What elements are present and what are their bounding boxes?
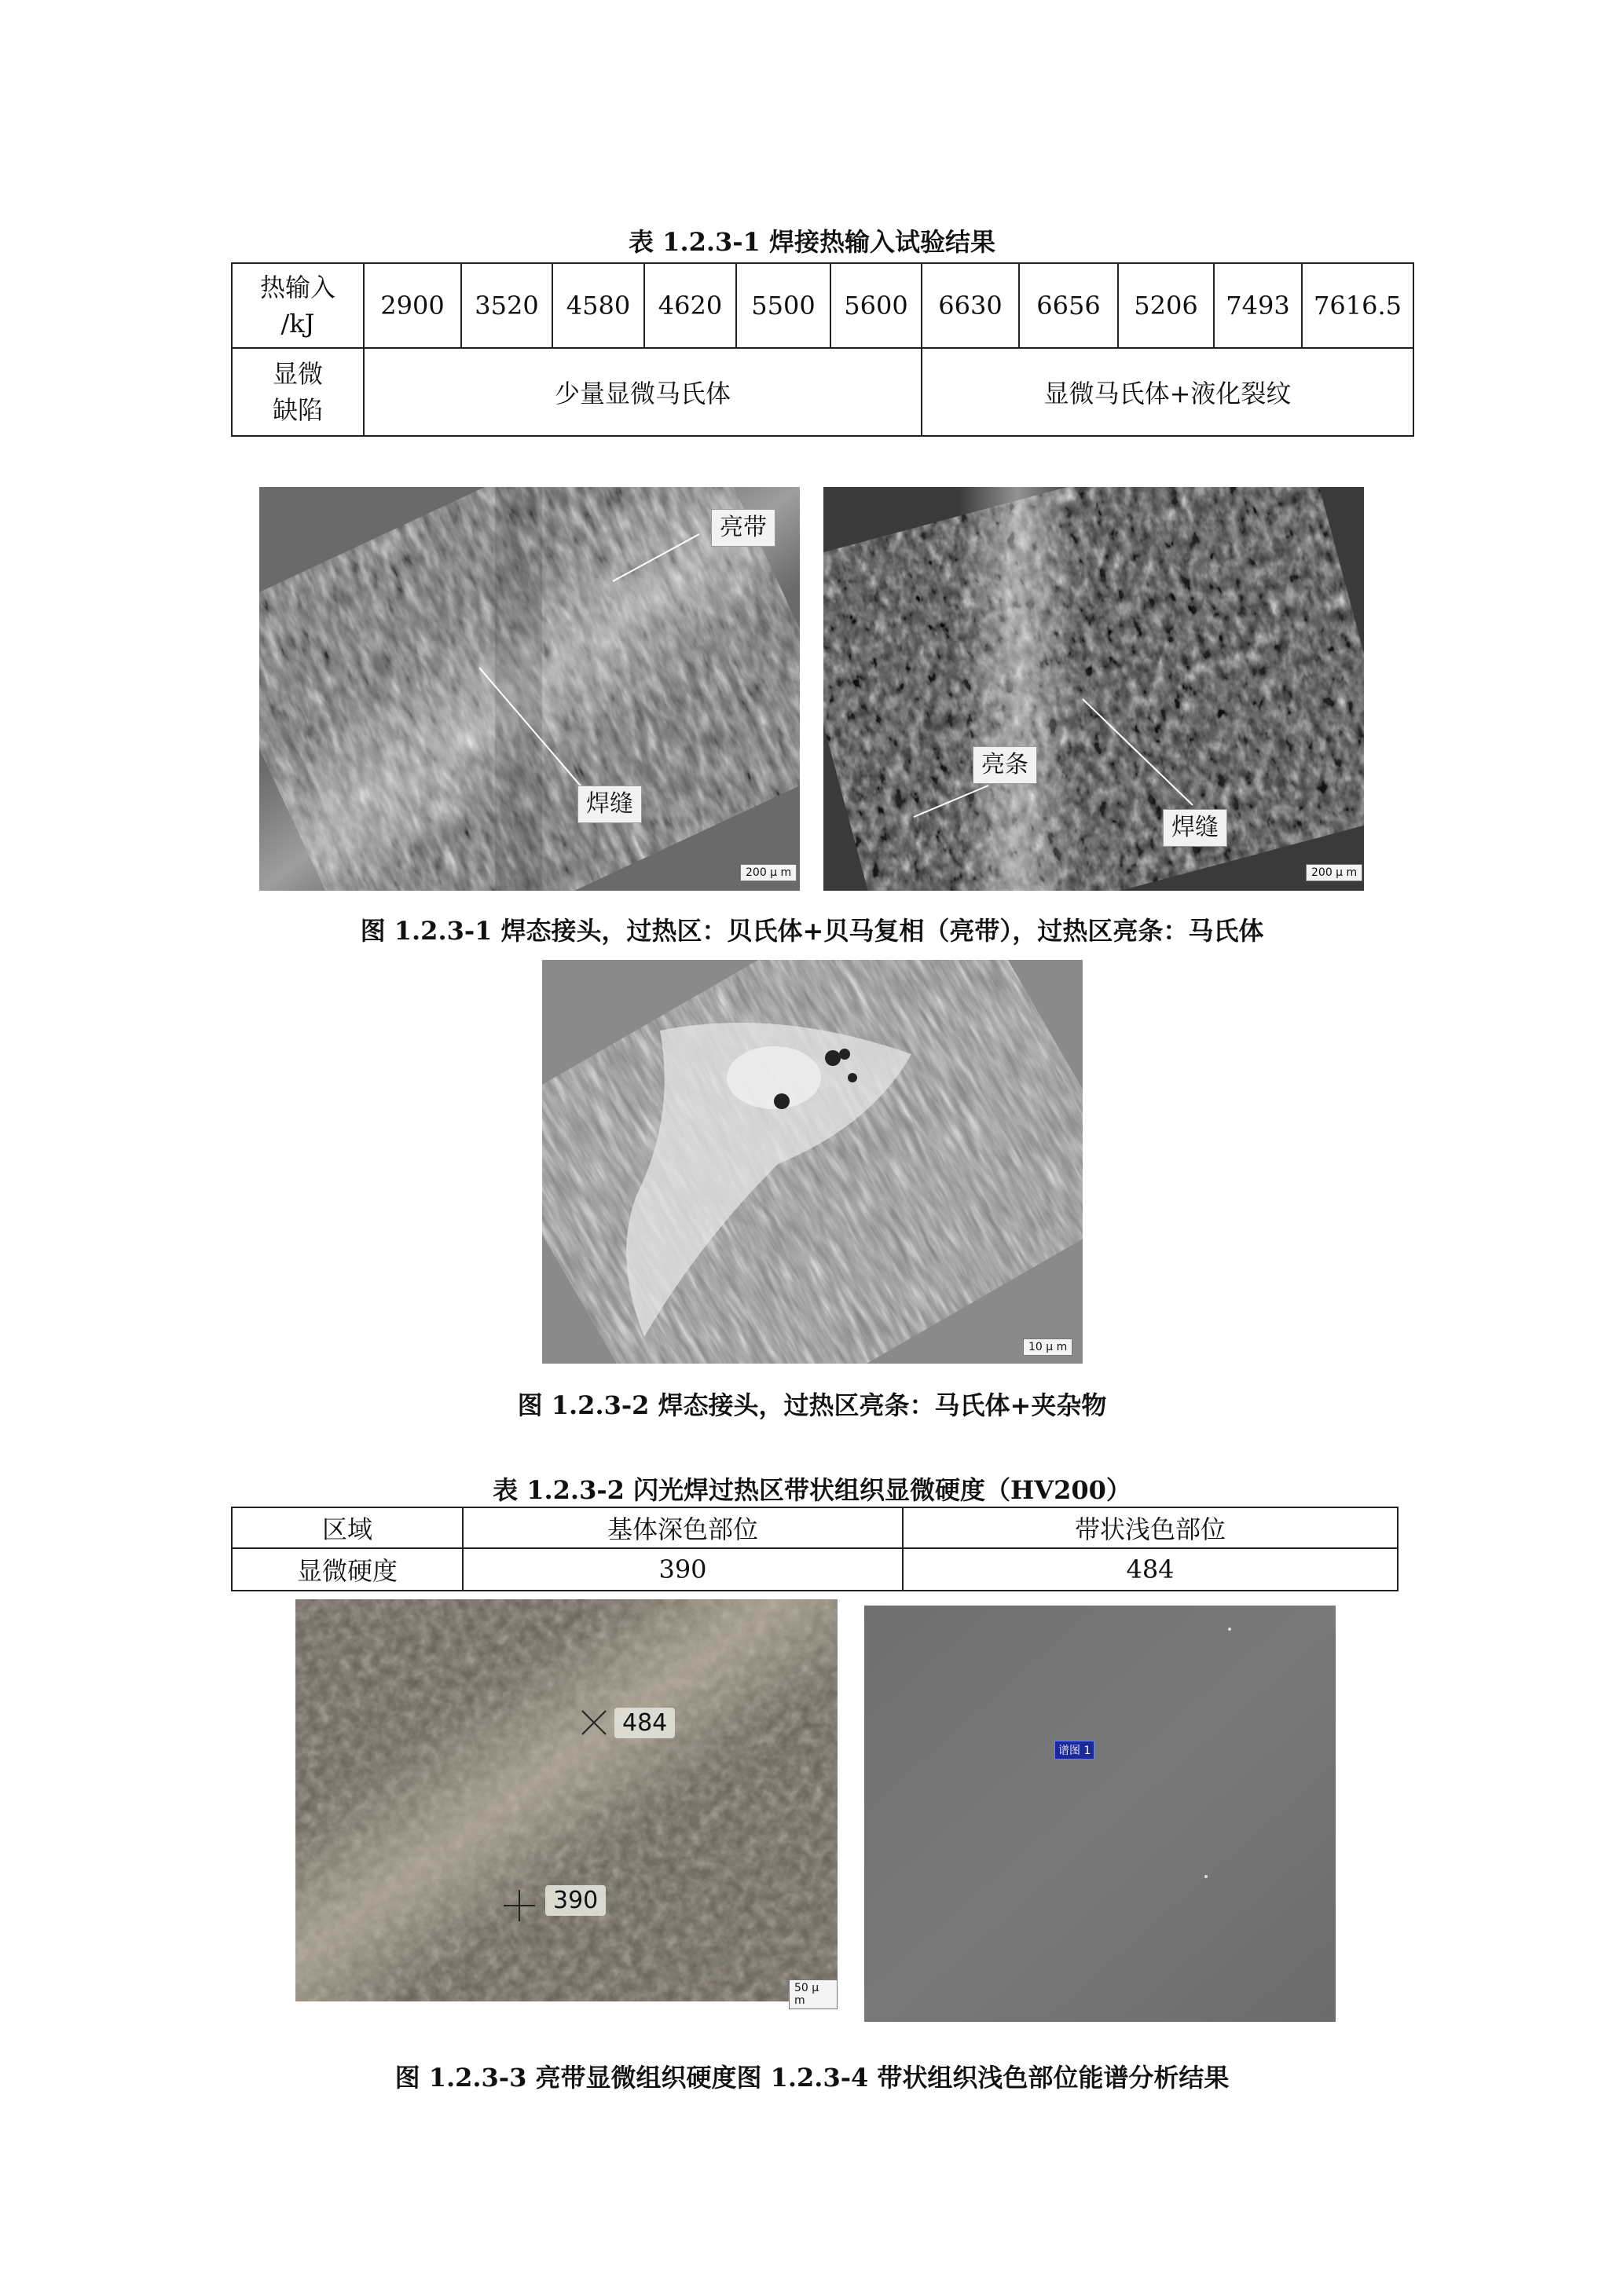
table-cell: 484 — [903, 1548, 1398, 1591]
figure2-caption: 图 1.2.3-2 焊态接头，过热区亮条：马氏体+夹杂物 — [517, 1390, 1107, 1420]
table-header: 区域 — [232, 1507, 463, 1548]
defect-cell-low: 少量显微马氏体 — [364, 348, 922, 436]
hardness-value-390: 390 — [545, 1885, 606, 1916]
table-cell: 6656 — [1019, 263, 1118, 348]
table-cell: 4620 — [644, 263, 736, 348]
label-bright-strip: 亮条 — [973, 746, 1037, 784]
label-weld-left: 焊缝 — [577, 785, 642, 823]
eds-analysis-image — [864, 1606, 1336, 2022]
scale-bar-right: 200 μ m — [1306, 864, 1362, 881]
hardness-micrograph — [295, 1599, 838, 2007]
table-cell: 4580 — [552, 263, 644, 348]
micrograph-left-image — [259, 487, 800, 891]
table-header: 基体深色部位 — [463, 1507, 903, 1548]
table-cell: 390 — [463, 1548, 903, 1591]
table-cell: 显微硬度 — [232, 1548, 463, 1591]
microhardness-table — [231, 1507, 1399, 1591]
figure3-caption: 图 1.2.3-3 亮带显微组织硬度图 1.2.3-4 带状组织浅色部位能谱分析结果 — [394, 2063, 1230, 2093]
figure1-caption: 图 1.2.3-1 焊态接头，过热区：贝氏体+贝马复相（亮带），过热区亮条：马氏体 — [360, 916, 1264, 946]
table-cell: 5600 — [830, 263, 922, 348]
defect-header: 显微 缺陷 — [232, 348, 364, 436]
micrograph-right-image — [823, 487, 1364, 891]
scale-bar-hardness: 50 μ m — [789, 1979, 838, 2009]
scale-bar-center: 10 μ m — [1023, 1338, 1072, 1356]
table-cell: 5500 — [736, 263, 830, 348]
heat-input-header: 热输入 /kJ — [232, 263, 364, 348]
table-cell: 2900 — [364, 263, 461, 348]
heat-input-table — [231, 262, 1414, 437]
eds-analysis-background — [864, 1606, 1336, 2022]
table-cell: 7616.5 — [1302, 263, 1413, 348]
scale-bar-left: 200 μ m — [740, 864, 797, 881]
label-weld-right: 焊缝 — [1163, 809, 1227, 847]
table-cell: 5206 — [1118, 263, 1214, 348]
defect-cell-high: 显微马氏体+液化裂纹 — [922, 348, 1413, 436]
hardness-value-484: 484 — [614, 1708, 675, 1738]
table-cell: 3520 — [461, 263, 552, 348]
table-header: 带状浅色部位 — [903, 1507, 1398, 1548]
label-bright-band: 亮带 — [711, 509, 775, 547]
micrograph-center — [542, 960, 1083, 1364]
table1-caption: 表 1.2.3-1 焊接热输入试验结果 — [629, 227, 995, 257]
spectrum-marker: 谱图 1 — [1054, 1741, 1094, 1760]
micrograph-left — [259, 487, 800, 891]
hardness-micrograph-image — [295, 1599, 838, 2001]
table2-caption: 表 1.2.3-2 闪光焊过热区带状组织显微硬度（HV200） — [493, 1475, 1131, 1505]
table-cell: 6630 — [922, 263, 1019, 348]
micrograph-right — [823, 487, 1364, 891]
micrograph-center-image — [542, 960, 1083, 1364]
table-cell: 7493 — [1214, 263, 1302, 348]
